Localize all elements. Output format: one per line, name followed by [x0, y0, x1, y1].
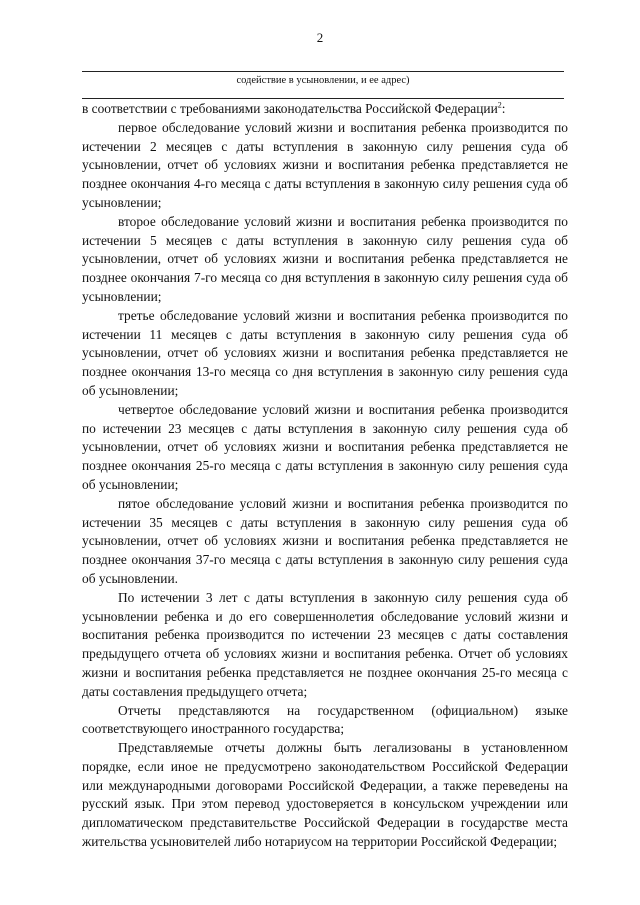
intro-text: в соответствии с требованиями законодательства Российской Федерации: [82, 101, 498, 116]
page-number: 2: [316, 30, 324, 45]
footnote-marker: 2: [497, 100, 502, 110]
field-caption: содействие в усыновлении, и ее адрес): [236, 75, 410, 86]
form-field-line-top: [82, 71, 564, 72]
form-field-line-bottom: [82, 98, 564, 99]
paragraph-fourth-inspection: четвертое обследование условий жизни и воспитания ребенка производится по истечении 23 месяцев с даты вступления в законную силу решения суда об усыновлении, отчет об условиях жизни и воспитания ребенка представляется не позднее окончания 25-го месяца с даты вступления в законную силу решения суда об усыновлении;: [82, 401, 568, 492]
intro-colon: :: [501, 101, 506, 116]
paragraph-after-three-years: По истечении 3 лет с даты вступления в законную силу решения суда об усыновлении ребенка и до его совершеннолетия обследование условий жизни и воспитания ребенка производится по истечении 23 месяцев с даты составления предыдущего отчета об условиях жизни и воспитания ребенка. Отчет об условиях жизни и воспитания ребенка представляется не позднее окончания 25-го месяца с даты составления предыдущего отчета;: [82, 589, 568, 699]
paragraph-first-inspection: первое обследование условий жизни и воспитания ребенка производится по истечении 2 месяцев с даты вступления в законную силу решения суда об усыновлении, отчет об условиях жизни и воспитания ребенка представляется не позднее окончания 4-го месяца с даты вступления в законную силу решения суда об усыновлении;: [82, 119, 568, 210]
paragraph-third-inspection: третье обследование условий жизни и воспитания ребенка производится по истечении 11 месяцев с даты вступления в законную силу решения суда об усыновлении, отчет об условиях жизни и воспитания ребенка представляется не позднее окончания 13-го месяца со дня вступления в законную силу решения суда об усыновлении;: [82, 307, 568, 398]
paragraph-legalization: Представляемые отчеты должны быть легализованы в установленном порядке, если иное не предусмотрено законодательством Российской Федерации или международными договорами Российской Федерации, а также переведены на русский язык. При этом перевод удостоверяется в консульском учреждении или дипломатическом представительстве Российской Федерации в государстве места жительства усыновителей либо нотариусом на территории Российской Федерации;: [82, 740, 568, 850]
paragraph-fifth-inspection: пятое обследование условий жизни и воспитания ребенка производится по истечении 35 месяцев с даты вступления в законную силу решения суда об усыновлении, отчет об условиях жизни и воспитания ребенка представляется не позднее окончания 37-го месяца с даты вступления в законную силу решения суда об усыновлении.: [82, 495, 568, 586]
paragraph-report-language: Отчеты представляются на государственном (официальном) языке соответствующего иностранного государства;: [82, 702, 568, 737]
intro-line: [82, 100, 568, 119]
document-body: [82, 100, 568, 852]
paragraph-second-inspection: второе обследование условий жизни и воспитания ребенка производится по истечении 5 месяцев с даты вступления в законную силу решения суда об усыновлении, отчет об условиях жизни и воспитания ребенка представляется не позднее окончания 7-го месяца со дня вступления в законную силу решения суда об усыновлении;: [82, 213, 568, 304]
